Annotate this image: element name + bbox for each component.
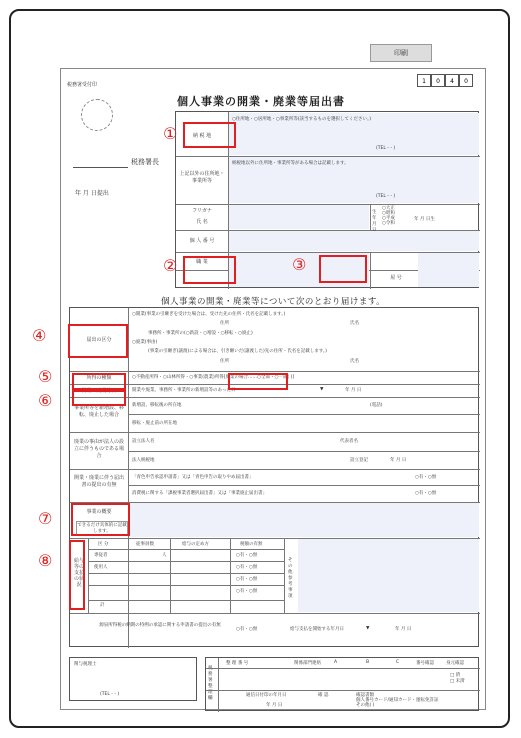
unit-family-employee: 人 [162,553,167,558]
row-employee: 使用人 [94,565,108,570]
tax-yn-2[interactable]: ○有・○無 [236,565,258,570]
tax-place-label: 納 税 地 [192,133,212,139]
callout-4: ④ [32,326,47,345]
office-header-b: B [366,660,370,665]
callout-box-trade-name [319,255,367,283]
other-address-label: 上記以外の住所地・事業所等 [179,171,225,184]
option-close[interactable]: ○廃業(事由) [132,340,158,345]
callout-8: ⑧ [38,551,53,570]
tax-counsel-box [69,657,197,701]
start-date-note: 開業や廃業、事務所・事業所の新増設等のあった日 [132,388,236,393]
start-date-chevron-icon[interactable]: ▼ [320,387,324,392]
office-header-number: 番号確認 [416,661,434,666]
salary-start-date[interactable]: 年 月 日 [395,627,412,632]
open-name: 氏名 [350,321,359,326]
start-date-value[interactable]: 年 月 日 [345,388,362,393]
blue-return-label: 開業・廃業に伴う届出書の提出の有無 [73,475,124,488]
old-location-text: 移転・廃止前の所在地 [132,421,177,426]
other-matters-input[interactable] [298,539,479,612]
start-date-label: 開業・廃業等日 [81,388,117,394]
consumption-yes-no[interactable]: ○有・○無 [415,491,437,496]
income-options[interactable]: ○不動産所得・○山林所得・○事業(農業)所得[廃業の場合……○全部・○一部( )] [132,375,295,380]
tax-office-input[interactable] [73,159,128,168]
callout-box-tax-place [183,122,236,148]
callout-6: ⑥ [38,391,53,410]
callout-5: ⑤ [38,367,53,386]
option-open[interactable]: ○開業(事業の引継ぎを受けた場合は、受けた先の住所・氏名を記載します。) [132,312,286,317]
office-date: 年 月 日 [266,703,283,708]
receipt-stamp-label: 税務署受付印 [67,82,98,88]
callout-box-occupation [183,256,236,284]
tel-2: (TEL - - ) [376,194,396,199]
birth-era-taisho[interactable]: ○大正 [382,206,395,211]
form-code-2: 0 [431,74,445,87]
callout-box-notification-type [68,324,128,358]
withholding-yes-no[interactable]: ○有・○無 [236,627,258,632]
trade-name-label: 屋 号 [390,275,402,281]
office-use-box [205,657,479,711]
new-location-label: 事業所等を新増設、移転、廃止した場合 [73,405,124,418]
name-label: 氏 名 [196,219,208,225]
office-header-a: A [334,660,338,665]
birth-label: 生年月 [372,210,377,227]
office-use-side: 税務署整理欄 [208,666,213,701]
birth-era-heisei[interactable]: ○平成 [382,216,395,221]
office-header-c: C [396,660,400,665]
notification-type-label: 届出の区分 [86,337,112,343]
my-number-input[interactable] [229,231,479,251]
consumption-question: 消費税に関する「課税事業者選択届出書」又は「事業廃止届出書」 [132,491,267,496]
submit-date: 年 月 日提出 [75,190,109,197]
occupation-label: 職 業 [196,259,208,265]
business-summary-hint: できるだけ具体的に記載します。 [77,523,127,534]
name-input[interactable] [229,205,369,229]
check-pending[interactable]: □ 未済 [450,679,465,684]
salary-start-chevron-icon[interactable]: ▼ [366,626,370,631]
tax-yn-4[interactable]: ○有・○無 [236,589,258,594]
option-office[interactable]: 事務所・事業所の(○新設・○増設・○移転・○廃止) [148,331,253,336]
tax-yn-3[interactable]: ○有・○無 [236,577,258,582]
registration-label: 設立登記 [350,458,368,463]
corp-name-label: 設立法人名 [132,439,155,444]
notice-date: 通信日付印の年月日 [246,693,287,698]
birth-era-reiwa[interactable]: ○令和 [382,221,395,226]
withholding-question: 源泉所得税の納期の特例の承認に関する申請書の提出の有無 [99,623,221,628]
callout-box-business-income [228,373,288,390]
registration-date[interactable]: 年 月 日 [390,458,407,463]
id-doc-label: 確認書類 [356,693,374,698]
tax-office-suffix: 税務署長 [131,158,159,166]
representative-label: 代表者名 [340,439,358,444]
blue-return-question: 「青色申告承認申請書」又は「青色申告の取りやめ届出書」 [132,475,254,480]
callout-1: ① [163,124,178,143]
id-doc-options: 個人番号カード/通知カード・運転免許証 [356,698,439,703]
receipt-stamp [81,99,113,131]
form-code-1: 1 [417,74,431,87]
office-header-2: 関係部門連絡 [294,661,321,666]
callout-box-salary [69,540,85,610]
salary-header-tax: 税額の有無 [240,542,263,547]
income-type-label: 所得の種類 [86,375,112,381]
furigana-label: フリガナ [192,208,212,214]
salary-header-method: 給与の定め方 [182,542,209,547]
birth-date: 年 月 日生 [414,217,435,222]
callout-box-start-date [72,390,126,406]
business-summary-input[interactable] [129,503,479,537]
callout-box-business-summary [71,503,130,536]
close-note: (事業の引継ぎ(譲渡)による場合は、引き継いだ(譲渡した)先の住所・氏名を記載します。) [148,349,327,354]
close-address: 住所 [220,359,229,364]
confirm-label: 確 認 [318,693,329,698]
tax-counsel-label: 関与税理士 [74,662,97,667]
other-address-note: 納税地以外に住所地・事業所等がある場合は記載します。 [232,161,349,166]
callout-2: ② [163,256,178,275]
row-family-employee: 専従者 [94,553,108,558]
tax-counsel-tel: (TEL - - ) [100,692,120,697]
trade-name-input[interactable] [418,253,479,287]
birth-era-showa[interactable]: ○昭和 [382,211,395,216]
business-summary-label: 事業の概要 [86,509,112,515]
salary-payment-label: 給与等の支払の状況 [73,558,84,588]
blue-return-yes-no[interactable]: ○有・○無 [415,475,437,480]
birth-eras [382,206,395,226]
print-button[interactable]: 印刷 [370,44,432,62]
office-header-1: 整 理 番 号 [226,661,249,666]
form-code-4: 0 [459,74,473,87]
callout-7: ⑦ [38,509,53,528]
form-code-3: 4 [445,74,459,87]
form-subtitle: 個人事業の開業・廃業等について次のとおり届けます。 [161,297,386,307]
salary-header-category: 区 分 [98,542,109,547]
tax-yn-1[interactable]: ○有・○無 [236,553,258,558]
phone-label: (電話) [370,403,383,408]
form-title: 個人事業の開業・廃業等届出書 [177,95,345,108]
tax-place-note: ○住所地・○居所地・○事業所等(該当するものを選択してください。) [232,117,372,122]
new-location-text: 新増設、移転後の所在地 [132,403,182,408]
corp-tax-place-label: 法人納税地 [132,458,155,463]
id-doc-other: その他( ) [356,703,375,708]
close-name: 氏名 [350,359,359,364]
other-matters-label: その他参考事項 [288,558,293,599]
salary-header-count: 従事員数 [136,542,154,547]
open-address: 住所 [220,321,229,326]
callout-3: ③ [292,255,307,274]
check-done[interactable]: □ 済 [450,673,461,678]
my-number-label: 個 人 番 号 [189,238,215,244]
callout-box-income-type [72,373,126,390]
corporate-case-label: 廃業の事由が法人の設立に伴うものである場合 [73,439,124,459]
row-total: 計 [100,603,105,608]
notification-grid [69,307,479,647]
salary-start-label: 給与支払を開始する年月日 [290,627,344,632]
tel-1: (TEL - - ) [376,146,396,151]
office-header-identity: 身元確認 [446,661,464,666]
